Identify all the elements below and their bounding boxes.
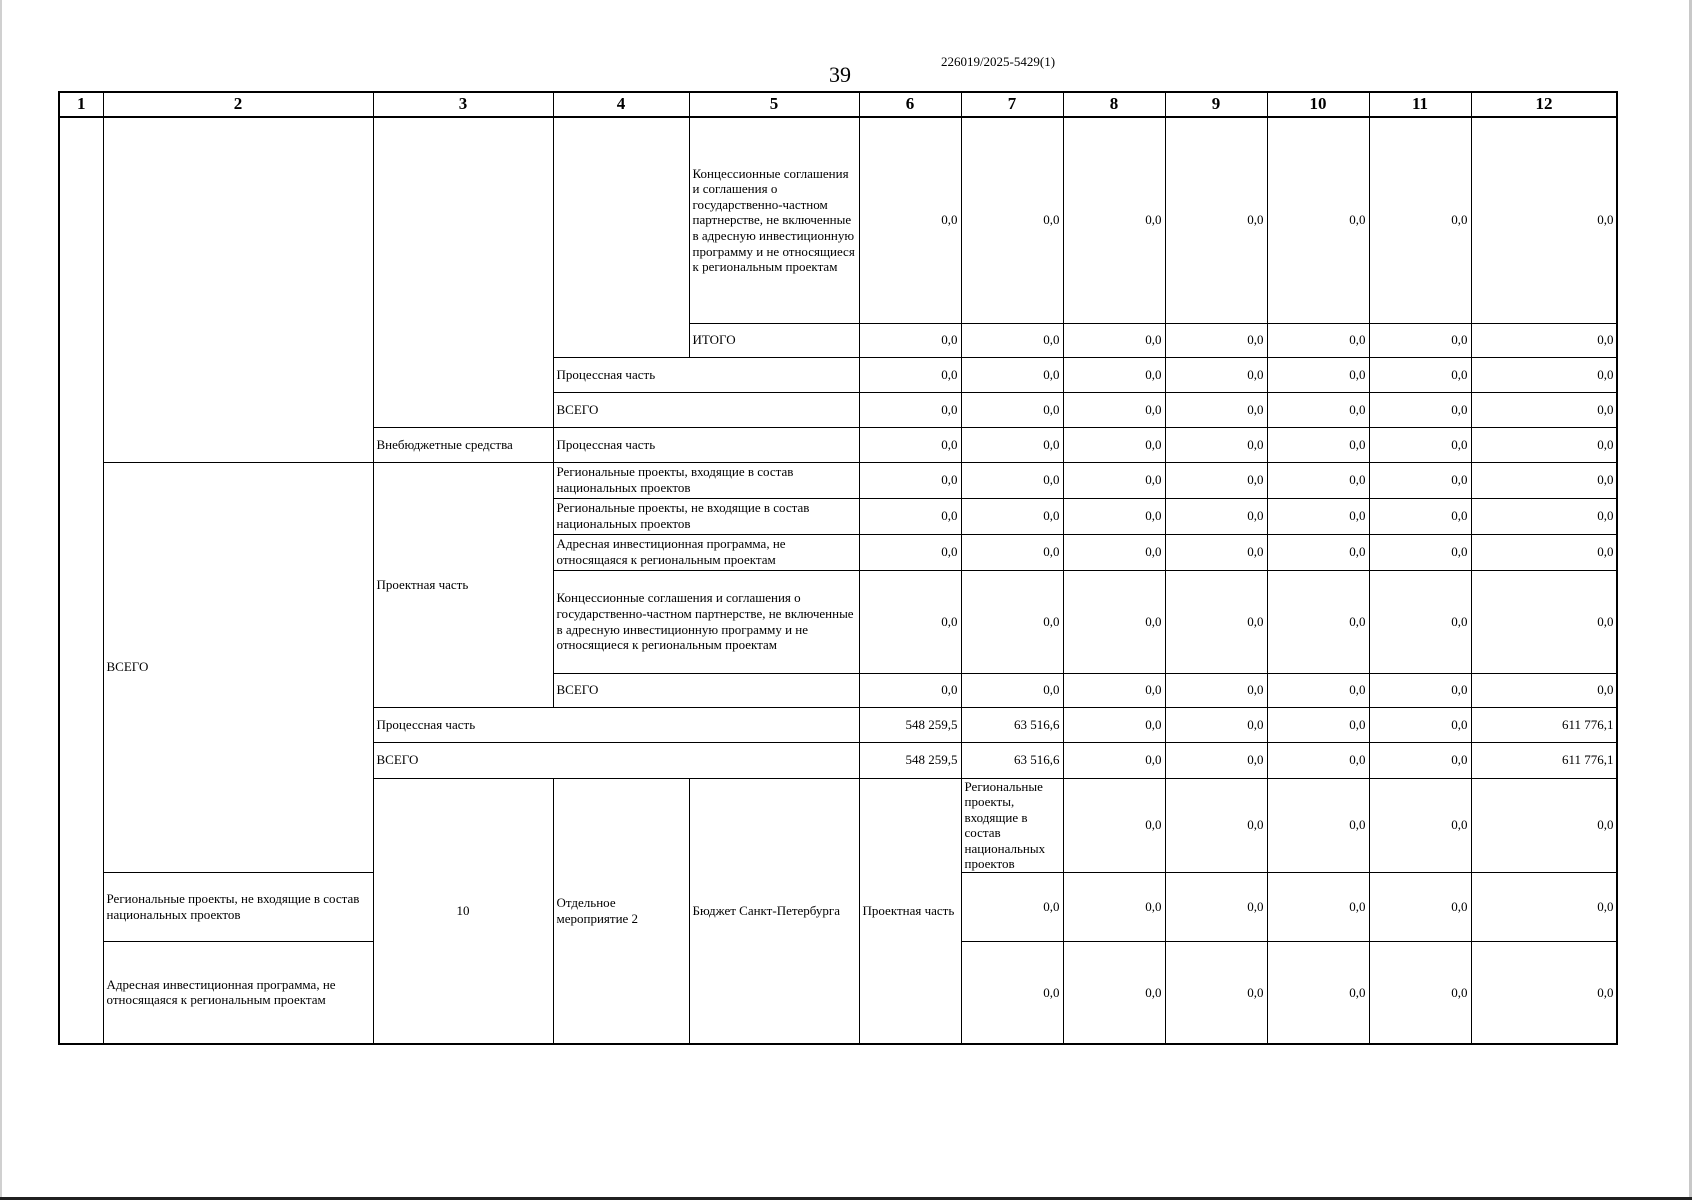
cell-label: Региональные проекты, не входящие в состав национальных проектов <box>103 873 373 942</box>
cell-value: 0,0 <box>1063 323 1165 357</box>
cell-value: 0,0 <box>961 323 1063 357</box>
cell-value: 0,0 <box>1165 742 1267 778</box>
cell-value: 0,0 <box>961 427 1063 462</box>
cell-col2-continued <box>103 117 373 462</box>
cell-value: 0,0 <box>1471 570 1617 673</box>
cell-value: 0,0 <box>1369 392 1471 427</box>
cell-value: 0,0 <box>1063 778 1165 873</box>
cell-value: 0,0 <box>1063 942 1165 1044</box>
cell-value: 0,0 <box>1063 534 1165 570</box>
cell-label-vsego: ВСЕГО <box>103 462 373 873</box>
cell-value: 0,0 <box>961 673 1063 707</box>
cell-value: 0,0 <box>1267 117 1369 323</box>
col-header-9: 9 <box>1165 92 1267 117</box>
cell-value: 0,0 <box>1267 873 1369 942</box>
cell-value: 0,0 <box>961 462 1063 498</box>
cell-value: 0,0 <box>1063 462 1165 498</box>
cell-value: 0,0 <box>859 498 961 534</box>
col-header-8: 8 <box>1063 92 1165 117</box>
cell-value: 0,0 <box>1165 357 1267 392</box>
cell-value: 0,0 <box>1063 357 1165 392</box>
cell-value: 0,0 <box>1369 707 1471 742</box>
cell-value: 0,0 <box>1267 673 1369 707</box>
cell-value: 0,0 <box>1369 942 1471 1044</box>
cell-label: Внебюджетные средства <box>373 427 553 462</box>
col-header-6: 6 <box>859 92 961 117</box>
cell-value: 548 259,5 <box>859 742 961 778</box>
cell-value: 0,0 <box>859 570 961 673</box>
cell-value: 611 776,1 <box>1471 707 1617 742</box>
cell-value: 0,0 <box>1267 427 1369 462</box>
cell-label: Процессная часть <box>553 357 859 392</box>
cell-value: 0,0 <box>1471 357 1617 392</box>
cell-value: 0,0 <box>1063 707 1165 742</box>
cell-value: 0,0 <box>961 873 1063 942</box>
cell-value: 0,0 <box>1471 942 1617 1044</box>
cell-value: 0,0 <box>1267 392 1369 427</box>
table-row <box>59 117 1617 323</box>
cell-value: 0,0 <box>1267 570 1369 673</box>
cell-value: 0,0 <box>1369 570 1471 673</box>
col-header-10: 10 <box>1267 92 1369 117</box>
cell-value: 0,0 <box>859 392 961 427</box>
cell-value: 0,0 <box>1063 498 1165 534</box>
page-number: 39 <box>829 62 851 87</box>
cell-value: 0,0 <box>1165 498 1267 534</box>
cell-value: 0,0 <box>1165 707 1267 742</box>
cell-value: 0,0 <box>1471 117 1617 323</box>
cell-value: 0,0 <box>1165 673 1267 707</box>
cell-value: 548 259,5 <box>859 707 961 742</box>
cell-label: Концессионные соглашения и соглашения о государственно-частном партнерстве, не включенные в адресную инвестиционную программу и не относящиеся к региональным проектам <box>689 117 859 323</box>
cell-label: ВСЕГО <box>553 673 859 707</box>
cell-value: 0,0 <box>961 942 1063 1044</box>
cell-label: Адресная инвестиционная программа, не относящаяся к региональным проектам <box>553 534 859 570</box>
cell-value: 0,0 <box>859 117 961 323</box>
cell-value: 0,0 <box>961 357 1063 392</box>
cell-col3-continued <box>373 117 553 427</box>
cell-label-project-part: Проектная часть <box>373 462 553 707</box>
cell-value: 0,0 <box>1165 942 1267 1044</box>
cell-label: ИТОГО <box>689 323 859 357</box>
cell-label: Адресная инвестиционная программа, не относящаяся к региональным проектам <box>103 942 373 1044</box>
cell-value: 0,0 <box>1267 357 1369 392</box>
cell-value: 63 516,6 <box>961 742 1063 778</box>
cell-value: 0,0 <box>1369 778 1471 873</box>
cell-value: 0,0 <box>1471 778 1617 873</box>
cell-value: 0,0 <box>1369 742 1471 778</box>
cell-value: 0,0 <box>1165 323 1267 357</box>
cell-value: 0,0 <box>1369 462 1471 498</box>
cell-value: 0,0 <box>1267 534 1369 570</box>
cell-value: 0,0 <box>1267 742 1369 778</box>
cell-label: Региональные проекты, входящие в состав национальных проектов <box>961 778 1063 873</box>
col-header-4: 4 <box>553 92 689 117</box>
cell-value: 0,0 <box>1471 673 1617 707</box>
cell-value: 0,0 <box>1165 117 1267 323</box>
cell-value: 0,0 <box>1165 462 1267 498</box>
col-header-5: 5 <box>689 92 859 117</box>
cell-value: 0,0 <box>1471 392 1617 427</box>
cell-value: 0,0 <box>961 570 1063 673</box>
cell-value: 0,0 <box>1165 873 1267 942</box>
cell-value: 0,0 <box>859 673 961 707</box>
col-header-11: 11 <box>1369 92 1471 117</box>
cell-value: 0,0 <box>859 534 961 570</box>
col-header-3: 3 <box>373 92 553 117</box>
cell-value: 0,0 <box>1471 427 1617 462</box>
document-id: 226019/2025-5429(1) <box>940 54 1056 69</box>
cell-label: ВСЕГО <box>553 392 859 427</box>
cell-value: 0,0 <box>1369 498 1471 534</box>
cell-value: 0,0 <box>859 357 961 392</box>
cell-value: 0,0 <box>1267 323 1369 357</box>
cell-value: 0,0 <box>1369 427 1471 462</box>
cell-value: 0,0 <box>1063 427 1165 462</box>
cell-value: 0,0 <box>1471 873 1617 942</box>
cell-value: 611 776,1 <box>1471 742 1617 778</box>
cell-col4-continued <box>553 117 689 357</box>
cell-value: 0,0 <box>859 323 961 357</box>
cell-value: 0,0 <box>1063 117 1165 323</box>
cell-value: 0,0 <box>961 498 1063 534</box>
cell-value: 63 516,6 <box>961 707 1063 742</box>
cell-label: Процессная часть <box>553 427 859 462</box>
cell-funding-source: Бюджет Санкт-Петербурга <box>689 778 859 1044</box>
cell-value: 0,0 <box>1063 673 1165 707</box>
cell-row-number: 10 <box>373 778 553 1044</box>
cell-value: 0,0 <box>1369 117 1471 323</box>
col-header-1: 1 <box>59 92 103 117</box>
cell-value: 0,0 <box>1369 673 1471 707</box>
cell-value: 0,0 <box>1063 742 1165 778</box>
financing-table <box>58 91 1618 1045</box>
column-number-row <box>59 92 1617 117</box>
cell-activity-name: Отдельное мероприятие 2 <box>553 778 689 1044</box>
cell-value: 0,0 <box>1165 534 1267 570</box>
cell-value: 0,0 <box>1267 942 1369 1044</box>
col-header-7: 7 <box>961 92 1063 117</box>
cell-value: 0,0 <box>1063 570 1165 673</box>
cell-label: Процессная часть <box>373 707 859 742</box>
cell-value: 0,0 <box>1267 707 1369 742</box>
cell-value: 0,0 <box>1471 534 1617 570</box>
cell-label: Региональные проекты, не входящие в состав национальных проектов <box>553 498 859 534</box>
table-row <box>59 462 1617 498</box>
cell-value: 0,0 <box>1165 392 1267 427</box>
cell-col1-continued <box>59 117 103 1044</box>
cell-value: 0,0 <box>961 392 1063 427</box>
cell-label: Региональные проекты, входящие в состав национальных проектов <box>553 462 859 498</box>
scan-edge-left <box>0 0 2 1200</box>
cell-value: 0,0 <box>859 462 961 498</box>
cell-label: Концессионные соглашения и соглашения о государственно-частном партнерстве, не включенные в адресную инвестиционную программу и не относящиеся к региональным проектам <box>553 570 859 673</box>
cell-value: 0,0 <box>1267 778 1369 873</box>
cell-label-project-part: Проектная часть <box>859 778 961 1044</box>
cell-value: 0,0 <box>1369 357 1471 392</box>
col-header-12: 12 <box>1471 92 1617 117</box>
cell-value: 0,0 <box>1165 778 1267 873</box>
cell-value: 0,0 <box>1165 427 1267 462</box>
cell-value: 0,0 <box>1267 498 1369 534</box>
cell-value: 0,0 <box>1369 873 1471 942</box>
cell-value: 0,0 <box>1063 392 1165 427</box>
cell-value: 0,0 <box>1471 498 1617 534</box>
cell-value: 0,0 <box>1471 462 1617 498</box>
cell-value: 0,0 <box>1165 570 1267 673</box>
cell-value: 0,0 <box>1267 462 1369 498</box>
cell-value: 0,0 <box>961 117 1063 323</box>
cell-value: 0,0 <box>1369 534 1471 570</box>
cell-value: 0,0 <box>1063 873 1165 942</box>
col-header-2: 2 <box>103 92 373 117</box>
cell-value: 0,0 <box>961 534 1063 570</box>
cell-value: 0,0 <box>859 427 961 462</box>
cell-label: ВСЕГО <box>373 742 859 778</box>
cell-value: 0,0 <box>1471 323 1617 357</box>
cell-value: 0,0 <box>1369 323 1471 357</box>
